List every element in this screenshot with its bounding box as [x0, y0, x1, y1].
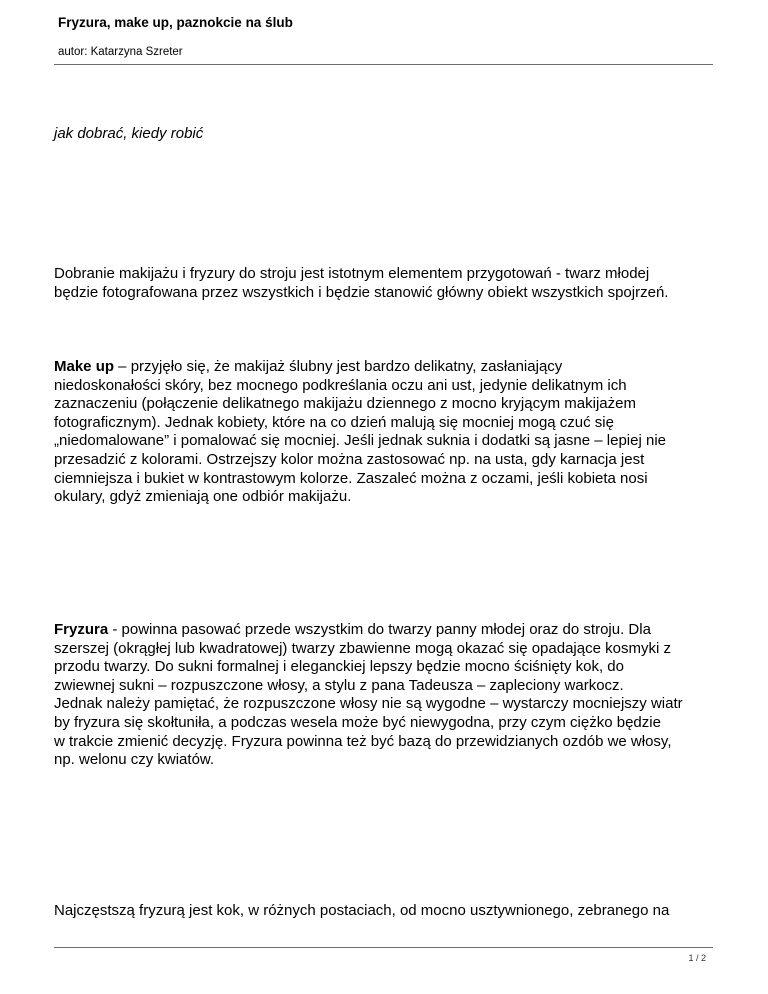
document-author: autor: Katarzyna Szreter [58, 46, 183, 58]
page-number: 1 / 2 [688, 953, 706, 963]
paragraph-text: Najczęstszą fryzurą jest kok, w różnych postaciach, od mocno usztywnionego, zebranego na [54, 902, 670, 919]
header-divider [54, 64, 713, 65]
paragraph-make-up [54, 358, 724, 507]
paragraph-text: Dobranie makijażu i fryzury do stroju jest istotnym elementem przygotowań - twarz młodej będzie fotografowana przez wszystkich i będzie stanowić główny obiekt wszystkich spojrzeń. [54, 265, 669, 301]
article-subtitle: jak dobrać, kiedy robić [54, 125, 204, 142]
footer-divider [54, 947, 713, 948]
paragraph-text: – przyjęło się, że makijaż ślubny jest bardzo delikatny, zasłaniający niedoskonałości skóry, bez mocnego podkreślania oczu ani ust, jedynie delikatnym ich zaznaczeniu (połączenie delikatnego makijażu dziennego z mocno kryjącym makijażem fotograficznym). Jednak kobiety, które na co dzień malują się mocniej mogą czuć się „niedomalowane” i pomalować się mocniej. Jeśli jednak suknia i dodatki są jasne – lepiej nie przesadzić z kolorami. Ostrzejszy kolor można zastosować np. na usta, gdy karnacja jest ciemniejsza i bukiet w kontrastowym kolorze. Zaszaleć można z oczami, jeśli kobieta nosi okulary, gdyż zmieniają one odbiór makijażu. [54, 358, 666, 506]
paragraph-lead-fryzura: Fryzura [54, 621, 109, 638]
paragraph-kok [54, 902, 724, 921]
paragraph-text: - powinna pasować przede wszystkim do twarzy panny młodej oraz do stroju. Dla szerszej (okrągłej lub kwadratowej) twarzy zbawienne mogą okazać się opadające kosmyki z przodu twarzy. Do sukni formalnej i eleganckiej lepszy będzie mocno ściśnięty kok, do zwiewnej sukni – rozpuszczone włosy, a stylu z pana Tadeusza – zapleciony warkocz. Jednak należy pamiętać, że rozpuszczone włosy nie są wygodne – wystarczy mocniejszy wiatr by fryzura się skołtuniła, a podczas wesela może być niewygodna, przy czym ciężko będzie w trakcie zmienić decyzję. Fryzura powinna też być bazą do przewidzianych ozdób we włosy, np. welonu czy kwiatów. [54, 621, 683, 769]
paragraph-intro [54, 265, 724, 302]
document-title: Fryzura, make up, paznokcie na ślub [58, 15, 293, 30]
paragraph-fryzura [54, 621, 724, 770]
paragraph-lead-make-up: Make up [54, 358, 115, 375]
